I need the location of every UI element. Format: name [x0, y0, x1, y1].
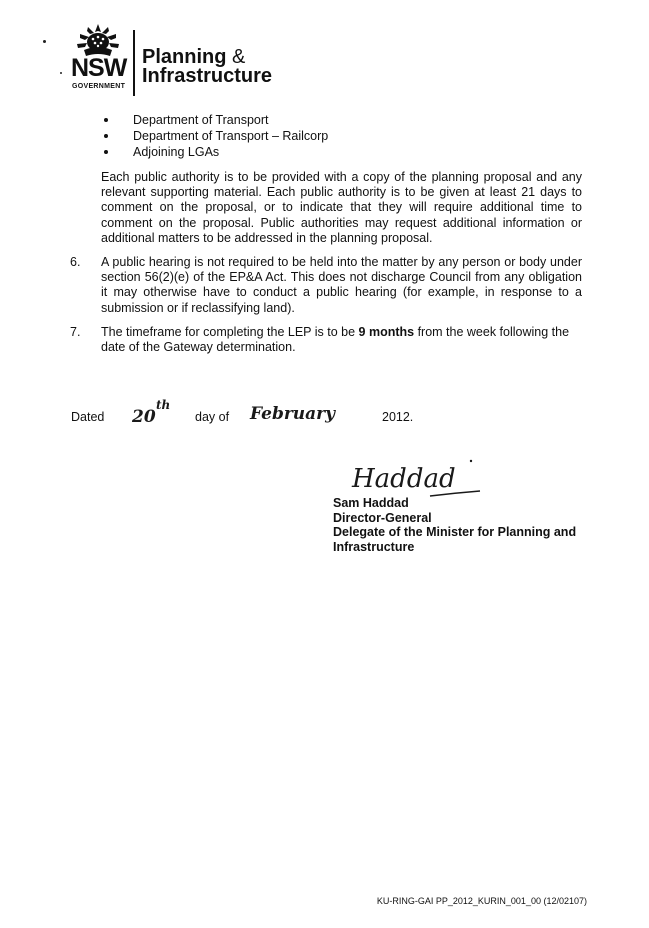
dated-year: 2012.	[382, 410, 414, 424]
handwritten-day: 20	[132, 407, 156, 427]
logo-subtext: GOVERNMENT	[72, 83, 126, 90]
dept-line1: Planning	[142, 46, 227, 68]
logo-wordmark: NSW	[71, 54, 127, 82]
list-item: Adjoining LGAs	[100, 144, 328, 160]
signatory-name: Sam Haddad	[333, 496, 409, 510]
logo-divider	[133, 30, 135, 96]
handwritten-day-suffix: th	[156, 398, 171, 412]
item-7-text-after: from the week following the date of the Gateway determination.	[101, 325, 570, 355]
item-7-text	[101, 325, 582, 355]
authority-list	[100, 112, 328, 160]
item-7-text-before: The timeframe for completing the LEP is to be	[101, 325, 359, 339]
authority-paragraph: Each public authority is to be provided with a copy of the planning proposal and any relevant supporting material. Each public authority is to be given at least 21 days to comment on the proposal, or to indicate that they will require additional time to comment on the proposal. Public authorities may request additional information or additional matters to be addressed in the planning proposal.	[101, 170, 582, 245]
scan-speck	[60, 72, 62, 74]
signatory-block	[333, 496, 576, 554]
dept-line2: Infrastructure	[142, 65, 273, 87]
item-number: 6.	[70, 255, 81, 269]
day-of-label: day of	[195, 410, 230, 424]
scan-speck	[43, 40, 46, 43]
item-6-text: A public hearing is not required to be held into the matter by any person or body under section 56(2)(e) of the EP&A Act. This does not discharge Council from any obligation it may otherwise have to conduct a public hearing (for example, in response to a submission or if reclassifying land).	[101, 255, 582, 315]
list-item: Department of Transport	[100, 112, 328, 128]
dated-label: Dated	[71, 410, 105, 424]
waratah-icon	[74, 22, 122, 58]
item-7-duration: 9 months	[358, 325, 415, 339]
document-reference: KU-RING-GAI PP_2012_KURIN_001_00 (12/02107)	[376, 896, 587, 906]
handwritten-signature	[350, 455, 490, 501]
list-item: Department of Transport – Railcorp	[100, 128, 328, 144]
item-number: 7.	[70, 325, 81, 339]
signatory-role-line1: Delegate of the Minister for Planning and	[333, 525, 577, 539]
signatory-role-line2: Infrastructure	[333, 539, 415, 554]
department-name	[142, 48, 272, 86]
handwritten-month: February	[250, 404, 336, 424]
signature-text: Haddad	[352, 464, 456, 494]
signatory-title: Director-General	[333, 510, 432, 525]
nsw-planning-logo	[68, 22, 308, 94]
dept-ampersand: &	[232, 46, 246, 68]
